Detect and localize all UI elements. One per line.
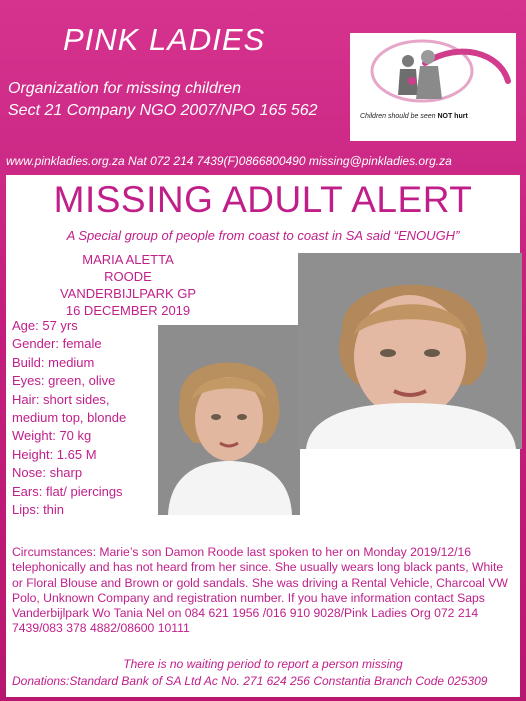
person-photo-large xyxy=(298,253,522,449)
portrait-icon xyxy=(298,253,522,449)
missing-date: 16 DECEMBER 2019 xyxy=(65,303,191,318)
alert-subtitle: A Special group of people from coast to coast in SA said “ENOUGH” xyxy=(66,228,460,243)
description-list xyxy=(12,317,126,519)
org-description: Organization for missing children xyxy=(8,80,241,97)
circumstances-text: Circumstances: Marie’s son Damon Roode last spoken to her on Monday 2019/12/16 telephonically and has not heard from her since. She usually wears long black pants, White or Floral Blouse and Brown or gold sandals. She was driving a Rental Vehicle, Charcoal VW Polo, Unknown Company and registration number. If you have information contact Saps Vanderbijlpark Wo Tania Nel on 084 621 1956 /016 910 9028/Pink Ladies Org 072 214 7439/083 378 4882/08600 10111 xyxy=(12,545,508,636)
alert-panel xyxy=(6,175,520,697)
fact-gender: Gender: female xyxy=(12,336,102,352)
person-name: MARIA ALETTA ROODE xyxy=(82,252,174,284)
person-location: VANDERBIJLPARK GP xyxy=(59,286,197,301)
fact-hair-cont: medium top, blonde xyxy=(12,410,127,426)
portrait-icon xyxy=(158,325,300,515)
logo-caption: Children should be seen NOT hurt xyxy=(360,113,468,120)
donations-line: Donations:Standard Bank of SA Ltd Ac No. 271 624 256 Constantia Branch Code 025309 xyxy=(12,674,488,688)
fact-weight: Weight: 70 kg xyxy=(12,428,92,444)
person-identity xyxy=(58,251,198,319)
person-photo-small xyxy=(158,325,300,515)
no-waiting-notice: There is no waiting period to report a person missing xyxy=(123,657,403,671)
fact-hair: Hair: short sides, xyxy=(12,391,110,407)
logo-graphic-icon xyxy=(350,33,516,113)
fact-lips: Lips: thin xyxy=(12,502,65,518)
logo xyxy=(350,33,516,141)
fact-height: Height: 1.65 M xyxy=(12,446,97,462)
fact-build: Build: medium xyxy=(12,354,95,370)
fact-nose: Nose: sharp xyxy=(12,465,83,481)
header xyxy=(0,0,526,168)
org-registration: Sect 21 Company NGO 2007/NPO 165 562 xyxy=(8,102,318,119)
org-name: PINK LADIES xyxy=(63,22,266,57)
fact-age: Age: 57 yrs xyxy=(12,318,78,333)
fact-eyes: Eyes: green, olive xyxy=(12,373,116,389)
contact-line: www.pinkladies.org.za Nat 072 214 7439(F)0866800490 missing@pinkladies.org.za xyxy=(6,154,452,168)
fact-ears: Ears: flat/ piercings xyxy=(12,483,123,499)
alert-title: MISSING ADULT ALERT xyxy=(53,179,473,220)
